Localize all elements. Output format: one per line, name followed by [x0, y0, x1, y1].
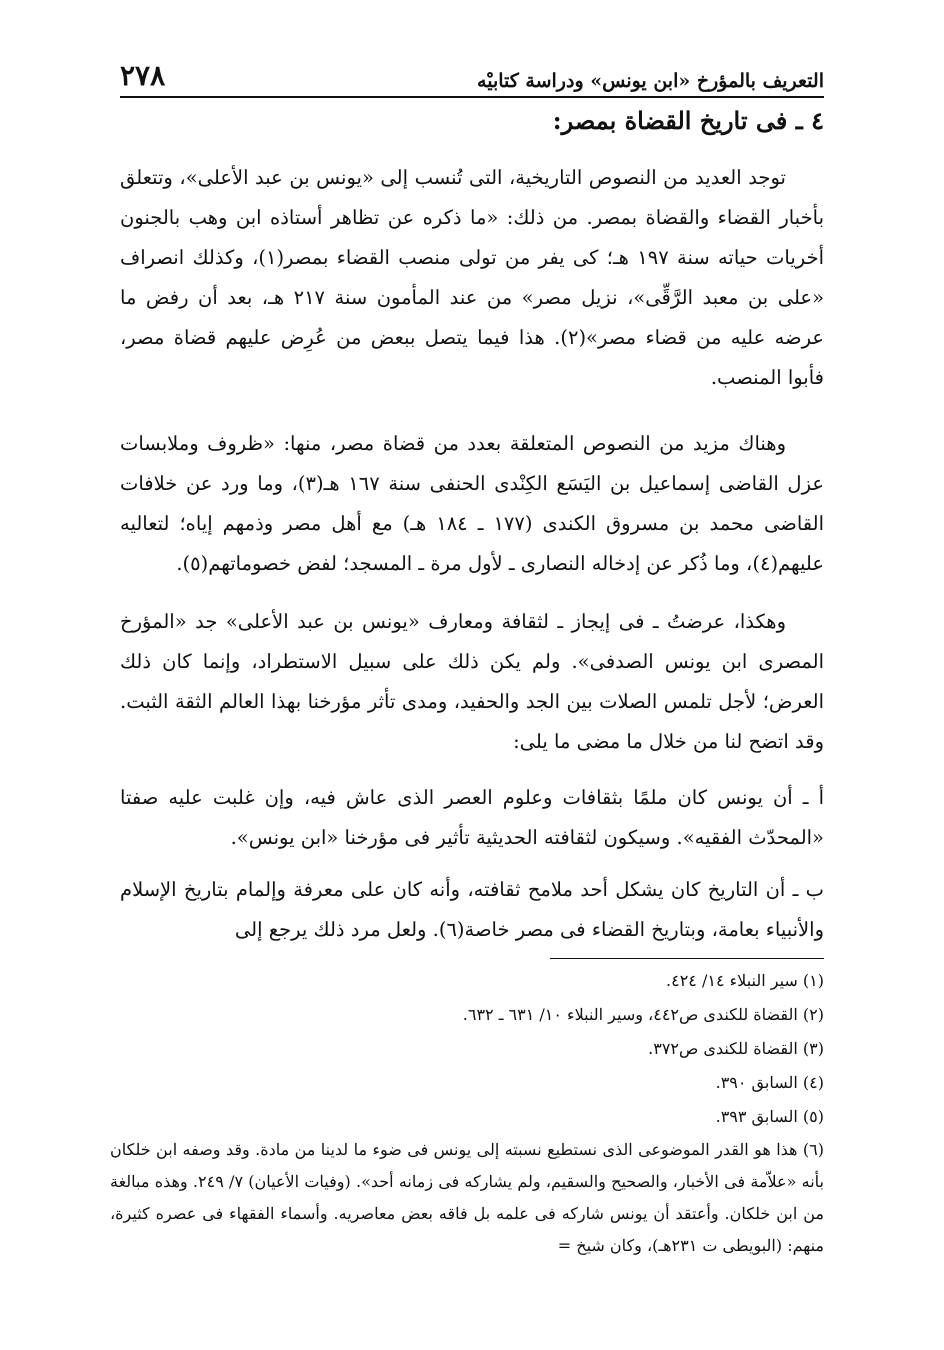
- body-paragraph: توجد العديد من النصوص التاريخية، التى تُنسب إلى «يونس بن عبد الأعلى»، وتتعلق بأخبار القضاء والقضاة بمصر. من ذلك: «ما ذكره عن تظاهر أستاذه ابن وهب بالجنون أخريات حياته سنة ١٩٧ هـ؛ كى يفر من تولى منصب القضاء بمصر(١)، وكذلك انصراف «على بن معبد الرَّقِّى»، نزيل مصر» من عند المأمون سنة ٢١٧ هـ، بعد أن رفض ما عرضه عليه من قضاء مصر»(٢). هذا فيما يتصل ببعض من عُرِض عليهم قضاة مصر، فأبوا المنصب.: [120, 166, 825, 389]
- footnote-2: (٢) القضاة للكندى ص٤٤٢، وسير النبلاء ١٠/ ٦٣١ ـ ٦٣٢.: [462, 1005, 824, 1024]
- section-heading: ٤ ـ فى تاريخ القضاة بمصر:: [552, 106, 824, 135]
- footnotes: [110, 964, 824, 1262]
- footnote-3: (٣) القضاة للكندى ص٣٧٢.: [648, 1039, 824, 1058]
- footnote-1: (١) سير النبلاء ١٤/ ٤٢٤.: [666, 971, 824, 990]
- footnote-6: (٦) هذا هو القدر الموضوعى الذى نستطيع نسبته إلى يونس فى ضوء ما لدينا من مادة. وقد وصفه ابن خلكان بأنه «علاّمة فى الأخبار، والصحيح والسقيم، ولم يشاركه فى زمانه أحد». (وفيات الأعيان) ٧/ ٢٤٩. وهذه مبالغة من ابن خلكان. وأعتقد أن يونس شاركه فى علمه بل فاقه بعض معاصريه. وأسماء الفقهاء فى عصره كثيرة، منهم: (البويطى ت ٢٣١هـ)، وكان شيخ =: [110, 1140, 825, 1255]
- running-title: التعريف بالمؤرخ «ابن يونس» ودراسة كتابيْه: [477, 70, 824, 92]
- footnote-5: (٥) السابق ٣٩٣.: [715, 1107, 824, 1126]
- body-paragraph-item-b: ب ـ أن التاريخ كان يشكل أحد ملامح ثقافته، وأنه كان على معرفة وإلمام بتاريخ الإسلام والأنبياء بعامة، وبتاريخ القضاء فى مصر خاصة(٦). ولعل مرد ذلك يرجع إلى: [120, 878, 824, 941]
- footnote-4: (٤) السابق ٣٩٠.: [715, 1073, 824, 1092]
- body-paragraph: وهناك مزيد من النصوص المتعلقة بعدد من قضاة مصر، منها: «ظروف وملابسات عزل القاضى إسماعيل بن اليَسَع الكِنْدى الحنفى سنة ١٦٧ هـ(٣)، وما ورد عن خلافات القاضى محمد بن مسروق الكندى (١٧٧ ـ ١٨٤ هـ) مع أهل مصر وذمهم إياه؛ لتعاليه عليهم(٤)، وما ذُكر عن إدخاله النصارى ـ لأول مرة ـ المسجد؛ لفض خصوماتهم(٥).: [120, 432, 824, 575]
- page-number: ٢٧٨: [120, 59, 166, 92]
- footnote-divider: [550, 958, 824, 959]
- running-header: [120, 58, 824, 92]
- header-divider: [120, 96, 824, 98]
- body-paragraph-item-a: أ ـ أن يونس كان ملمًا بثقافات وعلوم العصر الذى عاش فيه، وإن غلبت عليه صفتا «المحدّث الفقيه». وسيكون لثقافته الحديثية تأثير فى مؤرخنا «ابن يونس».: [120, 786, 824, 849]
- body-paragraph: وهكذا، عرضتُ ـ فى إيجاز ـ لثقافة ومعارف «يونس بن عبد الأعلى» جد «المؤرخ المصرى ابن يونس الصدفى». ولم يكن ذلك على سبيل الاستطراد، وإنما كان ذلك العرض؛ لأجل تلمس الصلات بين الجد والحفيد، ومدى تأثر مؤرخنا بهذا العالم الثقة الثبت. وقد اتضح لنا من خلال ما مضى ما يلى:: [120, 610, 824, 753]
